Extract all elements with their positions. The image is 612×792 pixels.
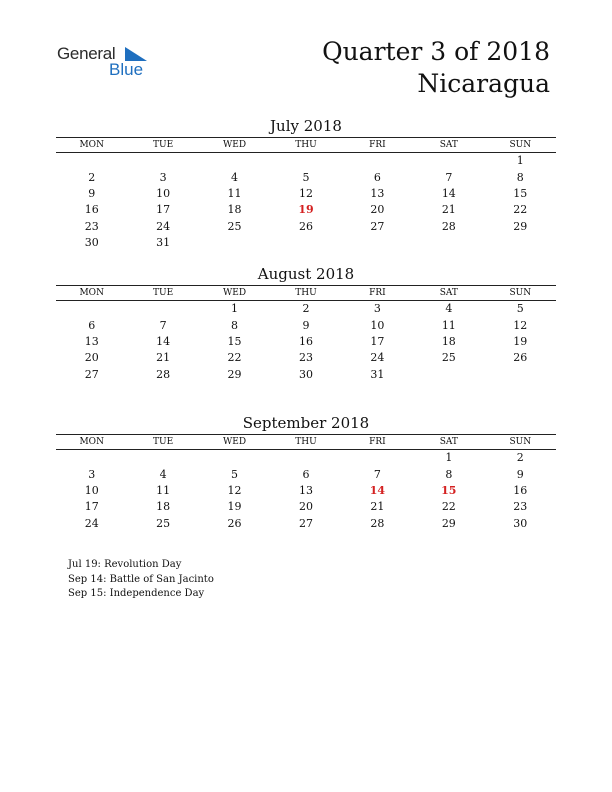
day-cell: 26 [227, 516, 242, 530]
day-cell: 4 [445, 302, 453, 316]
weekday-header: THU [270, 286, 341, 301]
day-cell: 2 [516, 451, 524, 465]
day-cell: 5 [516, 302, 524, 316]
weekday-header: MON [56, 435, 127, 450]
day-cell: 17 [370, 334, 385, 348]
day-cell: 29 [227, 367, 242, 381]
day-cell: 28 [441, 219, 456, 233]
day-cell: 23 [298, 351, 313, 365]
weekday-header: FRI [342, 138, 413, 153]
day-cell: 8 [231, 318, 239, 332]
day-cell: 12 [227, 483, 242, 497]
day-cell: 15 [513, 186, 528, 200]
weekday-header: THU [270, 435, 341, 450]
logo [57, 44, 157, 84]
day-cell [127, 450, 198, 467]
day-cell: 27 [298, 516, 313, 530]
day-cell: 1 [516, 154, 524, 168]
day-cell: 13 [84, 334, 99, 348]
day-cell: 30 [298, 367, 313, 381]
day-cell [342, 153, 413, 170]
day-cell: 7 [159, 318, 167, 332]
day-cell [413, 153, 484, 170]
weekday-header: MON [56, 138, 127, 153]
day-cell: 6 [373, 170, 381, 184]
day-cell: 26 [513, 351, 528, 365]
day-cell [485, 235, 556, 251]
week-row [56, 169, 556, 185]
logo-blue-text: Blue [109, 60, 144, 79]
day-cell: 27 [370, 219, 385, 233]
week-row [56, 153, 556, 170]
day-cell: 24 [84, 516, 99, 530]
day-cell: 17 [156, 203, 171, 217]
day-cell [199, 450, 270, 467]
day-cell: 6 [88, 318, 96, 332]
holiday-note: Jul 19: Revolution Day [68, 559, 182, 570]
day-cell: 1 [445, 451, 453, 465]
title-block [322, 36, 550, 100]
day-cell [270, 450, 341, 467]
day-cell: 23 [513, 500, 528, 514]
week-row [56, 186, 556, 202]
day-cell: 5 [231, 467, 239, 481]
week-row [56, 219, 556, 235]
day-cell: 29 [513, 219, 528, 233]
day-cell: 22 [227, 351, 242, 365]
day-cell: 18 [156, 500, 171, 514]
day-cell: 15 [441, 483, 457, 497]
day-cell: 25 [156, 516, 171, 530]
logo-general-text: General [57, 44, 116, 63]
calendar-grid [56, 285, 556, 383]
day-cell: 4 [231, 170, 239, 184]
week-row [56, 350, 556, 366]
day-cell: 14 [441, 186, 456, 200]
month-august [56, 264, 556, 383]
week-row [56, 483, 556, 499]
month-title: September 2018 [242, 414, 370, 432]
weekday-header: TUE [127, 435, 198, 450]
day-cell: 24 [156, 219, 171, 233]
day-cell: 9 [516, 467, 524, 481]
week-row [56, 202, 556, 218]
day-cell: 2 [302, 302, 310, 316]
day-cell: 23 [84, 219, 99, 233]
day-cell [270, 235, 341, 251]
weekday-header: TUE [127, 286, 198, 301]
day-cell: 19 [227, 500, 242, 514]
weekday-header: SAT [413, 435, 484, 450]
day-cell: 9 [302, 318, 310, 332]
day-cell: 18 [441, 334, 456, 348]
day-cell: 31 [156, 236, 171, 250]
day-cell: 11 [441, 318, 456, 332]
day-cell: 10 [84, 483, 99, 497]
day-cell: 9 [88, 186, 96, 200]
weekday-header: THU [270, 138, 341, 153]
weekday-header: FRI [342, 286, 413, 301]
day-cell: 30 [513, 516, 528, 530]
month-september [56, 413, 556, 532]
weekday-header: SUN [485, 138, 556, 153]
week-row [56, 516, 556, 532]
day-cell: 20 [370, 203, 385, 217]
day-cell [199, 235, 270, 251]
day-cell: 12 [513, 318, 528, 332]
week-row [56, 499, 556, 515]
day-cell [56, 301, 127, 318]
day-cell [342, 235, 413, 251]
day-cell [127, 153, 198, 170]
day-cell: 11 [156, 483, 171, 497]
day-cell: 20 [84, 351, 99, 365]
holiday-note: Sep 15: Independence Day [68, 588, 205, 599]
day-cell: 3 [373, 302, 381, 316]
weekday-header: SUN [485, 286, 556, 301]
day-cell [413, 235, 484, 251]
day-cell: 24 [370, 351, 385, 365]
day-cell: 10 [370, 318, 385, 332]
month-title: August 2018 [257, 265, 355, 283]
day-cell: 29 [441, 516, 456, 530]
day-cell: 16 [84, 203, 99, 217]
day-cell: 28 [156, 367, 171, 381]
day-cell: 17 [84, 500, 99, 514]
day-cell: 28 [370, 516, 385, 530]
day-cell: 14 [369, 483, 386, 497]
day-cell [270, 153, 341, 170]
month-july [56, 116, 556, 251]
day-cell [413, 367, 484, 383]
day-cell [127, 301, 198, 318]
day-cell: 25 [441, 351, 456, 365]
holiday-notes [68, 558, 214, 602]
weekday-header: SAT [413, 286, 484, 301]
weekday-header: WED [199, 138, 270, 153]
day-cell: 21 [370, 500, 385, 514]
day-cell: 25 [227, 219, 242, 233]
day-cell: 6 [302, 467, 310, 481]
day-cell: 19 [298, 203, 314, 217]
day-cell: 19 [513, 334, 528, 348]
day-cell: 8 [445, 467, 453, 481]
page-title: Quarter 3 of 2018 [322, 37, 550, 66]
day-cell: 8 [516, 170, 524, 184]
weekday-header: TUE [127, 138, 198, 153]
day-cell: 1 [231, 302, 239, 316]
day-cell: 3 [159, 170, 167, 184]
country-name: Nicaragua [417, 69, 550, 98]
day-cell: 21 [441, 203, 456, 217]
day-cell: 31 [370, 367, 385, 381]
week-row [56, 301, 556, 318]
weekday-header: WED [199, 286, 270, 301]
day-cell: 5 [302, 170, 310, 184]
day-cell: 22 [513, 203, 528, 217]
day-cell: 27 [84, 367, 99, 381]
month-title: July 2018 [270, 117, 342, 135]
day-cell: 30 [84, 236, 99, 250]
day-cell: 16 [513, 483, 528, 497]
day-cell [56, 153, 127, 170]
day-cell: 13 [370, 186, 385, 200]
day-cell: 13 [298, 483, 313, 497]
day-cell: 22 [441, 500, 456, 514]
week-row [56, 334, 556, 350]
day-cell: 14 [156, 334, 171, 348]
day-cell [56, 450, 127, 467]
day-cell: 4 [159, 467, 167, 481]
day-cell: 3 [88, 467, 96, 481]
day-cell: 15 [227, 334, 242, 348]
weekday-header: FRI [342, 435, 413, 450]
day-cell: 7 [373, 467, 381, 481]
week-row [56, 367, 556, 383]
day-cell [485, 367, 556, 383]
calendar-grid [56, 434, 556, 532]
week-row [56, 235, 556, 251]
day-cell: 20 [298, 500, 313, 514]
day-cell: 26 [298, 219, 313, 233]
calendar-grid [56, 137, 556, 251]
week-row [56, 450, 556, 467]
week-row [56, 466, 556, 482]
weekday-header: SUN [485, 435, 556, 450]
day-cell [199, 153, 270, 170]
day-cell: 12 [298, 186, 313, 200]
week-row [56, 317, 556, 333]
day-cell: 7 [445, 170, 453, 184]
day-cell: 21 [156, 351, 171, 365]
day-cell: 11 [227, 186, 242, 200]
logo-triangle-icon [125, 47, 147, 61]
weekday-header: MON [56, 286, 127, 301]
weekday-header: WED [199, 435, 270, 450]
weekday-header: SAT [413, 138, 484, 153]
day-cell: 2 [88, 170, 96, 184]
day-cell [342, 450, 413, 467]
day-cell: 16 [298, 334, 313, 348]
holiday-note: Sep 14: Battle of San Jacinto [68, 573, 214, 585]
day-cell: 10 [156, 186, 171, 200]
day-cell: 18 [227, 203, 242, 217]
